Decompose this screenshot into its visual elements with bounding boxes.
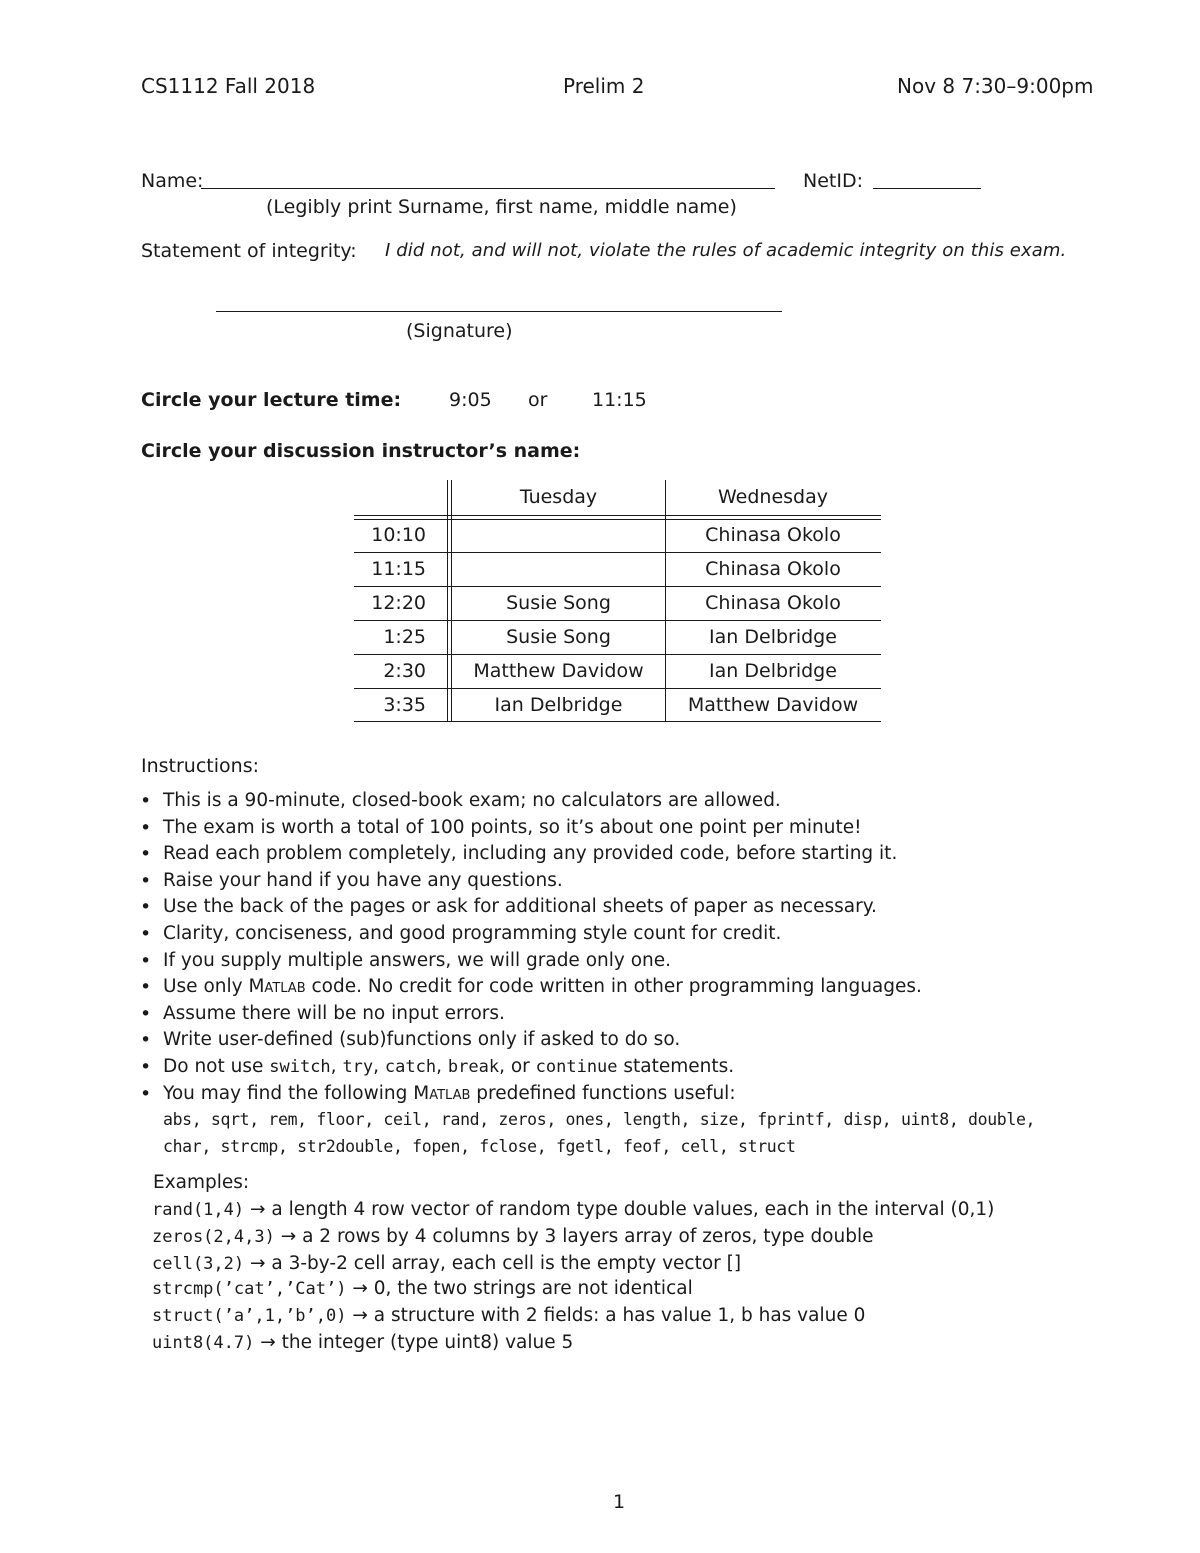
page-number: 1 xyxy=(613,1491,626,1513)
row-wednesday[interactable]: Ian Delbridge xyxy=(709,626,837,648)
discussion-label: Circle your discussion instructor’s name: xyxy=(141,440,581,462)
functions-line-1: abs, sqrt, rem, floor, ceil, rand, zeros, ones, length, size, fprintf, disp, uint8, double, xyxy=(163,1110,1036,1129)
example-desc: → a structure with 2 fields: a has value 1, b has value 0 xyxy=(346,1305,866,1326)
table-hline-bottom xyxy=(354,721,881,722)
signature-label: (Signature) xyxy=(406,320,513,342)
keyword-catch: catch xyxy=(384,1056,437,1077)
row-tuesday[interactable]: Susie Song xyxy=(506,626,611,648)
example-desc: → the integer (type uint8) value 5 xyxy=(254,1332,574,1353)
row-time: 11:15 xyxy=(371,558,426,580)
keyword-switch: switch xyxy=(269,1056,331,1077)
table-hline-header-1 xyxy=(354,515,881,516)
table-hline-row xyxy=(354,620,881,621)
header-exam: Prelim 2 xyxy=(563,74,645,98)
example-desc: → 0, the two strings are not identical xyxy=(346,1278,693,1299)
row-tuesday[interactable]: Susie Song xyxy=(506,592,611,614)
table-hline-row xyxy=(354,688,881,689)
example-code: strcmp(’cat’,’Cat’) xyxy=(152,1279,347,1299)
functions-line-2: char, strcmp, str2double, fopen, fclose, fgetl, feof, cell, struct xyxy=(163,1137,796,1156)
funcs-prefix: You may find the following xyxy=(163,1082,414,1104)
row-wednesday[interactable]: Chinasa Okolo xyxy=(705,524,841,546)
name-hint: (Legibly print Surname, first name, middle name) xyxy=(266,196,737,218)
netid-blank[interactable] xyxy=(873,188,981,189)
funcs-suffix: predefined functions useful: xyxy=(470,1082,736,1104)
keyword-break: break xyxy=(447,1056,500,1077)
text: , or xyxy=(499,1055,536,1077)
example-line xyxy=(152,1329,573,1356)
list-item xyxy=(140,974,922,1001)
list-item: • Use the back of the pages or ask for additional sheets of paper as necessary. xyxy=(140,894,922,921)
example-code: rand(1,4) xyxy=(152,1200,245,1220)
keyword-continue: continue xyxy=(535,1056,618,1077)
list-item: • Read each problem completely, including any provided code, before starting it. xyxy=(140,841,922,868)
example-code: zeros(2,4,3) xyxy=(152,1227,275,1247)
matlab-prefix: Use only xyxy=(163,976,249,998)
row-wednesday[interactable]: Chinasa Okolo xyxy=(705,592,841,614)
list-item: • Clarity, conciseness, and good programming style count for credit. xyxy=(140,921,922,948)
netid-label: NetID: xyxy=(803,170,863,192)
example-code: uint8(4.7) xyxy=(152,1333,255,1353)
row-wednesday[interactable]: Ian Delbridge xyxy=(709,660,837,682)
row-time: 3:35 xyxy=(383,694,426,716)
text: , xyxy=(436,1055,448,1077)
list-item: • The exam is worth a total of 100 points, so it’s about one point per minute! xyxy=(140,815,922,842)
table-vline-double-1 xyxy=(447,480,448,722)
lecture-or: or xyxy=(528,389,548,411)
instructions-heading: Instructions: xyxy=(141,755,259,777)
table-hline-row xyxy=(354,586,881,587)
example-line xyxy=(152,1250,741,1277)
header-course: CS1112 Fall 2018 xyxy=(141,74,316,98)
lecture-option-905[interactable]: 9:05 xyxy=(449,389,492,411)
instructions-list xyxy=(140,788,922,1107)
row-time: 2:30 xyxy=(383,660,426,682)
list-item: • Assume there will be no input errors. xyxy=(140,1001,922,1028)
matlab-name: Matlab xyxy=(413,1082,471,1104)
text: Do not use xyxy=(163,1055,270,1077)
table-hline-header-2 xyxy=(354,519,881,520)
matlab-suffix: code. No credit for code written in other programming languages. xyxy=(305,976,922,998)
list-item xyxy=(140,1081,922,1108)
table-hline-row xyxy=(354,552,881,553)
text: , xyxy=(373,1055,385,1077)
example-line xyxy=(152,1223,874,1250)
list-item xyxy=(140,1054,922,1081)
column-header-wednesday: Wednesday xyxy=(717,486,828,508)
lecture-option-1115[interactable]: 11:15 xyxy=(592,389,647,411)
column-header-tuesday: Tuesday xyxy=(519,486,598,508)
row-tuesday[interactable]: Ian Delbridge xyxy=(494,694,623,716)
table-hline-row xyxy=(354,654,881,655)
examples-heading: Examples: xyxy=(153,1172,250,1193)
example-desc: → a length 4 row vector of random type double values, each in the interval (0,1) xyxy=(244,1199,995,1220)
matlab-name: Matlab xyxy=(248,976,306,998)
row-wednesday[interactable]: Matthew Davidow xyxy=(687,694,859,716)
list-item: • Write user-defined (sub)functions only if asked to do so. xyxy=(140,1027,922,1054)
example-line xyxy=(152,1302,865,1329)
row-tuesday[interactable]: Matthew Davidow xyxy=(473,660,644,682)
example-code: cell(3,2) xyxy=(152,1254,245,1274)
example-desc: → a 3-by-2 cell array, each cell is the empty vector [] xyxy=(244,1253,742,1274)
lecture-label: Circle your lecture time: xyxy=(141,389,402,411)
list-item: • This is a 90-minute, closed-book exam; no calculators are allowed. xyxy=(140,788,922,815)
row-time: 12:20 xyxy=(371,592,426,614)
signature-blank[interactable] xyxy=(216,311,782,312)
row-wednesday[interactable]: Chinasa Okolo xyxy=(705,558,841,580)
example-desc: → a 2 rows by 4 columns by 3 layers array of zeros, type double xyxy=(274,1226,874,1247)
keyword-try: try xyxy=(342,1056,374,1077)
list-item: • Raise your hand if you have any questions. xyxy=(140,868,922,895)
integrity-label: Statement of integrity: xyxy=(141,240,357,262)
example-line xyxy=(152,1196,994,1223)
text: statements. xyxy=(617,1055,735,1077)
name-label: Name: xyxy=(141,170,204,192)
list-item: • If you supply multiple answers, we will grade only one. xyxy=(140,948,922,975)
integrity-text: I did not, and will not, violate the rules of academic integrity on this exam. xyxy=(385,240,1067,261)
example-code: struct(’a’,1,’b’,0) xyxy=(152,1306,347,1326)
example-line xyxy=(152,1275,693,1302)
header-datetime: Nov 8 7:30–9:00pm xyxy=(897,74,1094,98)
row-time: 1:25 xyxy=(383,626,426,648)
row-time: 10:10 xyxy=(371,524,426,546)
text: , xyxy=(330,1055,343,1077)
name-blank[interactable] xyxy=(201,188,775,189)
